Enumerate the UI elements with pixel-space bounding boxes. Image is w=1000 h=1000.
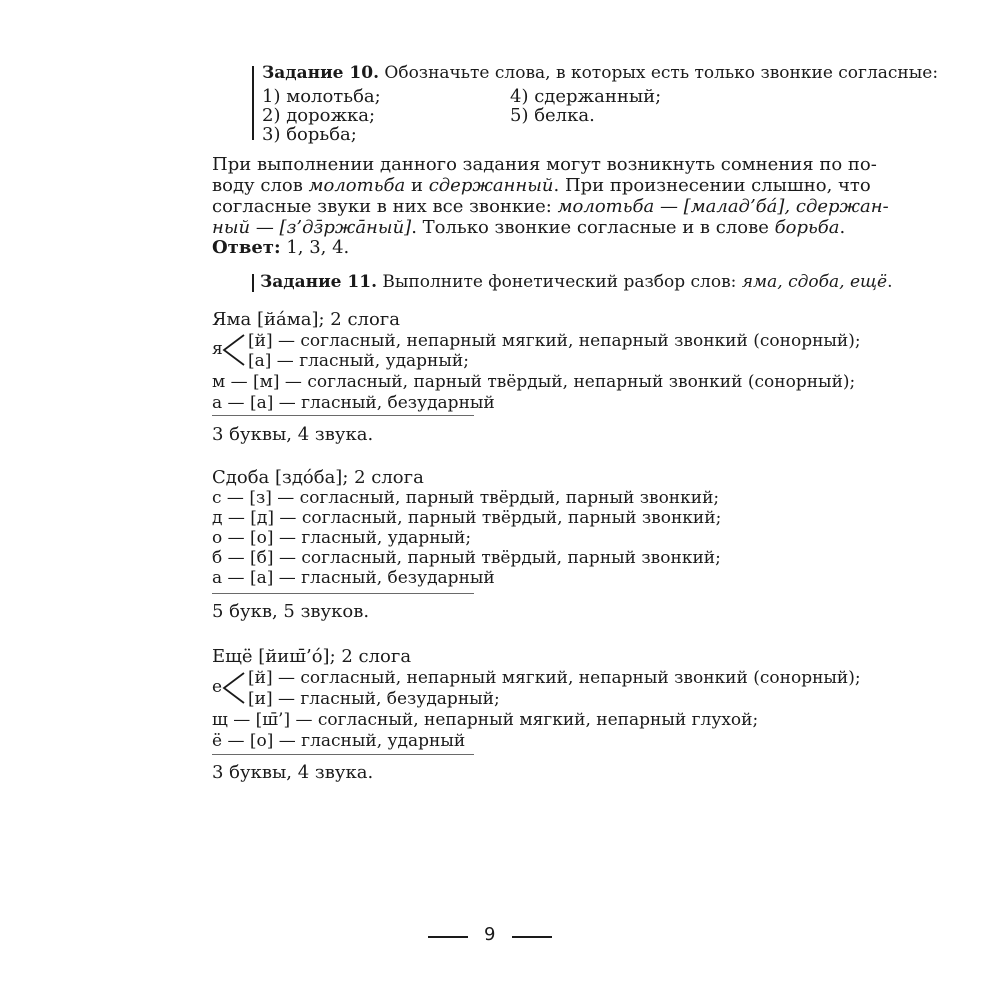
page-number-rule-left — [428, 936, 468, 938]
task11-words: яма, сдоба, ещё — [741, 272, 888, 292]
sound-line: [а] — гласный, ударный; — [248, 351, 469, 371]
task10-label: Задание 10. — [262, 63, 379, 83]
divider — [212, 415, 474, 416]
word-borba: борьба — [774, 217, 840, 238]
explanation-line-2 — [212, 175, 871, 196]
sound-line: а — [а] — гласный, безударный — [212, 568, 495, 588]
word-header: Сдоба [здóба]; 2 слога — [212, 467, 424, 488]
task10-option-1: 1) молотьба; — [262, 86, 381, 107]
summary: 5 букв, 5 звуков. — [212, 601, 370, 622]
text-run: . Только звонкие согласные и в слове — [411, 217, 775, 238]
answer-value: 1, 3, 4. — [280, 237, 350, 258]
sound-line: [й] — согласный, непарный мягкий, непарный звонкий (сонорный); — [248, 331, 861, 351]
task10-margin-bar — [252, 66, 254, 140]
text-run: . — [839, 217, 846, 238]
answer-line — [212, 237, 349, 258]
task11-heading — [260, 272, 892, 292]
task11-text: Выполните фонетический разбор слов: — [382, 272, 742, 292]
divider — [212, 593, 474, 594]
task10-option-3: 3) борьба; — [262, 124, 357, 145]
explanation-line-4 — [212, 217, 845, 238]
sound-line: м — [м] — согласный, парный твёрдый, непарный звонкий (сонорный); — [212, 372, 856, 392]
branch-letter: е — [212, 677, 223, 697]
branch-letter: я — [212, 339, 223, 359]
task10-option-2: 2) дорожка; — [262, 105, 376, 126]
branch-fork — [222, 670, 246, 706]
sound-line: а — [а] — гласный, безударный — [212, 393, 495, 413]
word-header: Яма [йáма]; 2 слога — [212, 309, 400, 330]
task11-label: Задание 11. — [260, 272, 377, 292]
word-sderzhanny: сдержанный — [428, 175, 554, 196]
summary: 3 буквы, 4 звука. — [212, 762, 374, 783]
text-run: . — [887, 272, 893, 292]
text-run: воду слов — [212, 175, 309, 196]
page-number: 9 — [484, 924, 496, 945]
sound-line: д — [д] — согласный, парный твёрдый, парный звонкий; — [212, 508, 722, 528]
divider — [212, 754, 474, 755]
sound-line: б — [б] — согласный, парный твёрдый, парный звонкий; — [212, 548, 721, 568]
sound-line: ё — [о] — гласный, ударный — [212, 731, 466, 751]
sound-line: о — [о] — гласный, ударный; — [212, 528, 472, 548]
word-header: Ещё [йиш̄’ó]; 2 слога — [212, 646, 412, 667]
task10-option-5: 5) белка. — [510, 105, 595, 126]
sound-line: [й] — согласный, непарный мягкий, непарный звонкий (сонорный); — [248, 668, 861, 688]
explanation-line-3 — [212, 196, 889, 217]
task10-text: Обозначьте слова, в которых есть только звонкие согласные: — [384, 63, 939, 83]
text-run: согласные звуки в них все звонкие: — [212, 196, 558, 217]
transcription: молотьба — [малад’бá], сдержан- — [557, 196, 889, 217]
sound-line: щ — [ш̄’] — согласный, непарный мягкий, непарный глухой; — [212, 710, 759, 730]
text-run: . При произнесении слышно, что — [553, 175, 871, 196]
transcription: ный — [з’дз̄ржа̄ный] — [212, 217, 412, 238]
explanation-line-1: При выполнении данного задания могут возникнуть сомнения по по- — [212, 154, 877, 175]
task10-option-4: 4) сдержанный; — [510, 86, 662, 107]
answer-label: Ответ: — [212, 237, 281, 258]
sound-line: с — [з] — согласный, парный твёрдый, парный звонкий; — [212, 488, 720, 508]
page-number-rule-right — [512, 936, 552, 938]
task10-heading — [262, 63, 938, 83]
branch-fork — [222, 332, 246, 368]
sound-line: [и] — гласный, безударный; — [248, 689, 500, 709]
task11-margin-bar — [252, 274, 254, 292]
word-molotba: молотьба — [308, 175, 406, 196]
summary: 3 буквы, 4 звука. — [212, 424, 374, 445]
text-run: и — [405, 175, 429, 196]
